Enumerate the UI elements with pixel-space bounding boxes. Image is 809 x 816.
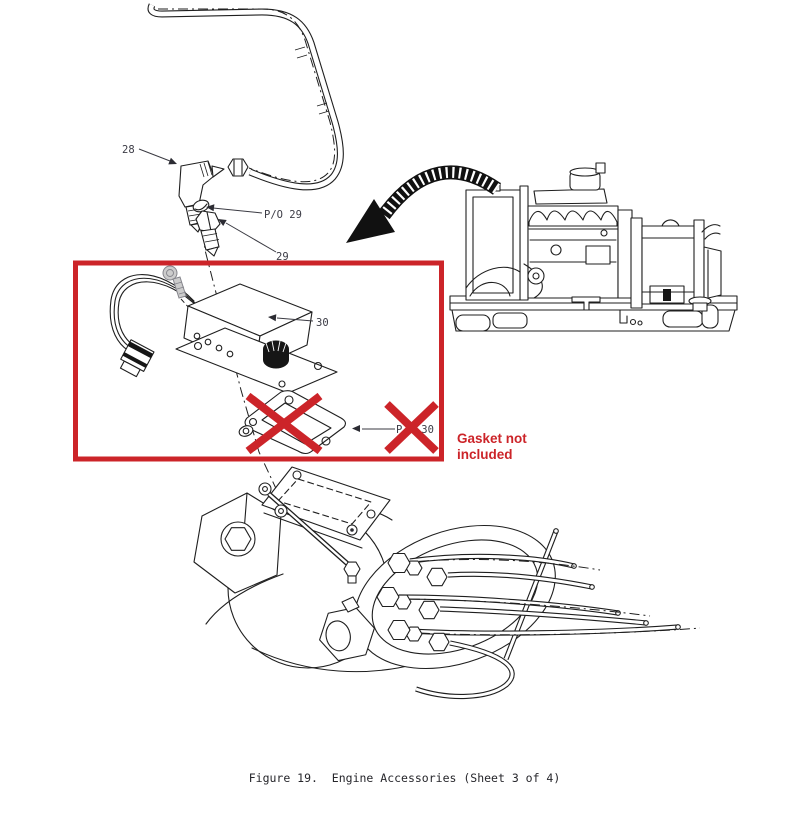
knurled-connector bbox=[263, 341, 289, 369]
callout-29: 29 bbox=[276, 251, 289, 263]
mounting-screw bbox=[163, 266, 186, 298]
injection-pump-illustration bbox=[194, 467, 700, 696]
radiator bbox=[466, 190, 520, 300]
gasket-note: Gasket not included bbox=[457, 431, 527, 462]
callout-po29: P/O 29 bbox=[264, 209, 302, 221]
tube-nut bbox=[228, 159, 248, 176]
skid-foot bbox=[456, 315, 490, 331]
callout-30: 30 bbox=[316, 317, 329, 329]
callout-po30: P/O 30 bbox=[396, 424, 434, 436]
figure-caption: Figure 19. Engine Accessories (Sheet 3 of 4) bbox=[248, 771, 561, 785]
callout-28: 28 bbox=[122, 144, 135, 156]
fuel-return-tube bbox=[151, 5, 340, 187]
solenoid-valve-30 bbox=[110, 266, 337, 393]
lifting-eye bbox=[662, 220, 679, 226]
fitting-29 bbox=[196, 211, 220, 256]
exhaust-manifold bbox=[529, 211, 617, 226]
